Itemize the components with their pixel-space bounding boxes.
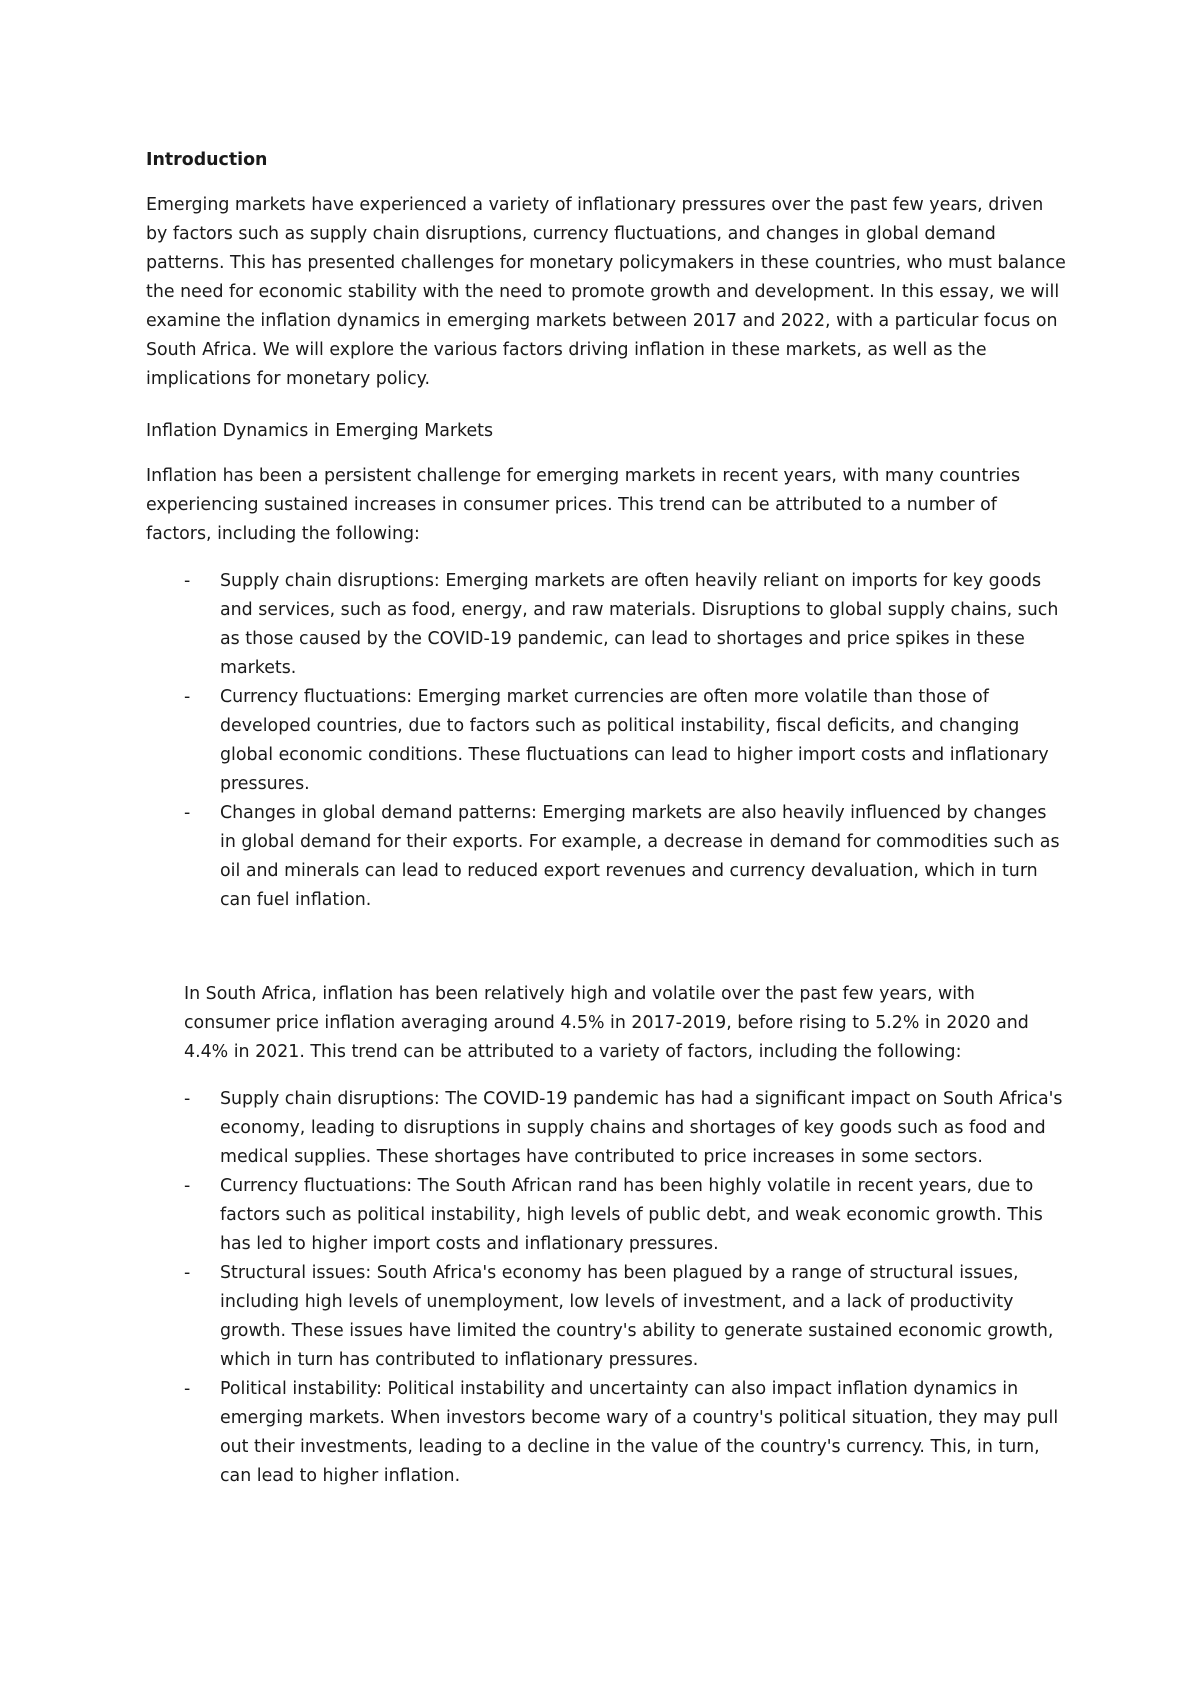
- bullet-marker: -: [184, 1176, 191, 1196]
- south-africa-paragraph: In South Africa, inflation has been relatively high and volatile over the past few years, with consumer price inflation averaging around 4.5% in 2017-2019, before rising to 5.2% in 2020 and 4.4% in 2021. This trend can be attributed to a variety of factors, including the following:: [184, 984, 1029, 1062]
- list-item-text: Structural issues: South Africa's economy has been plagued by a range of structural issues, including high levels of unemployment, low levels of investment, and a lack of productivity growth. These issues have limited the country's ability to generate sustained economic growth, which in turn has contributed to inflationary pressures.: [220, 1263, 1054, 1370]
- list-item-text: Supply chain disruptions: The COVID-19 pandemic has had a significant impact on South Africa's economy, leading to disruptions in supply chains and shortages of key goods such as food and medical supplies. These shortages have contributed to price increases in some sectors.: [220, 1089, 1063, 1167]
- list-item-text: Currency fluctuations: Emerging market currencies are often more volatile than those of developed countries, due to factors such as political instability, fiscal deficits, and changing global economic conditions. These fluctuations can lead to higher import costs and inflationary pressures.: [220, 687, 1049, 794]
- intro-heading: Introduction: [146, 150, 268, 170]
- list-item: [0, 1172, 1200, 1259]
- list-item: [0, 1259, 1200, 1375]
- list-item: [0, 683, 1200, 799]
- list-item: [0, 799, 1200, 915]
- intro-paragraph: Emerging markets have experienced a variety of inflationary pressures over the past few years, driven by factors such as supply chain disruptions, currency fluctuations, and changes in global demand patterns. This has presented challenges for monetary policymakers in these countries, who must balance the need for economic stability with the need to promote growth and development. In this essay, we will examine the inflation dynamics in emerging markets between 2017 and 2022, with a particular focus on South Africa. We will explore the various factors driving inflation in these markets, as well as the implications for monetary policy.: [146, 195, 1066, 389]
- south-africa-factors-list: [0, 1085, 1200, 1491]
- list-item-text: Currency fluctuations: The South African rand has been highly volatile in recent years, due to factors such as political instability, high levels of public debt, and weak economic growth. This has led to higher import costs and inflationary pressures.: [220, 1176, 1043, 1254]
- list-item: [0, 1375, 1200, 1491]
- list-item-text: Political instability: Political instability and uncertainty can also impact inflation dynamics in emerging markets. When investors become wary of a country's political situation, they may pull out their investments, leading to a decline in the value of the country's currency. This, in turn, can lead to higher inflation.: [220, 1379, 1059, 1486]
- bullet-marker: -: [184, 571, 191, 591]
- bullet-marker: -: [184, 1263, 191, 1283]
- bullet-marker: -: [184, 1379, 191, 1399]
- list-item-text: Changes in global demand patterns: Emerging markets are also heavily influenced by changes in global demand for their exports. For example, a decrease in demand for commodities such as oil and minerals can lead to reduced export revenues and currency devaluation, which in turn can fuel inflation.: [220, 803, 1060, 910]
- section-paragraph: Inflation has been a persistent challenge for emerging markets in recent years, with many countries experiencing sustained increases in consumer prices. This trend can be attributed to a number of factors, including the following:: [146, 466, 1021, 544]
- bullet-marker: -: [184, 687, 191, 707]
- list-item: [0, 567, 1200, 683]
- section-heading: Inflation Dynamics in Emerging Markets: [146, 421, 494, 441]
- list-item: [0, 1085, 1200, 1172]
- emerging-factors-list: [0, 567, 1200, 915]
- bullet-marker: -: [184, 1089, 191, 1109]
- list-item-text: Supply chain disruptions: Emerging markets are often heavily reliant on imports for key goods and services, such as food, energy, and raw materials. Disruptions to global supply chains, such as those caused by the COVID-19 pandemic, can lead to shortages and price spikes in these markets.: [220, 571, 1059, 678]
- bullet-marker: -: [184, 803, 191, 823]
